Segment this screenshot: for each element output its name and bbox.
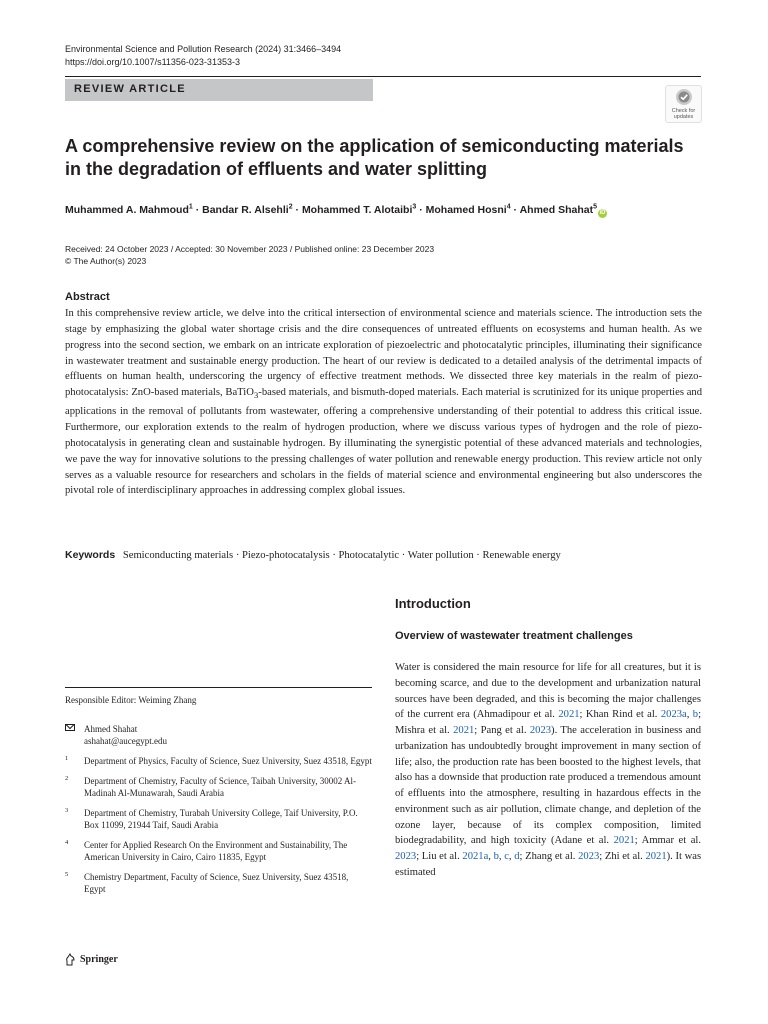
affiliation-number: 3 [65,807,69,814]
citation-link[interactable]: 2023 [529,725,552,736]
paragraph-text: ; Ammar et al. [634,835,701,847]
keywords-text: Semiconducting materials · Piezo-photocatalysis · Photocatalytic · Water pollution · Renewable energy [122,550,561,561]
envelope-icon [65,724,75,731]
paragraph-text: ). It was estimated [395,851,702,878]
affiliation-mark: 1 [188,203,193,211]
affiliation-mark: 2 [288,203,293,211]
citation-link[interactable]: b [493,851,499,862]
affiliation-text: Chemistry Department, Faculty of Science, Suez University, Suez 43518, Egypt [84,872,349,894]
copyright-line: © The Author(s) 2023 [65,256,147,266]
keywords-label: Keywords [65,549,116,561]
author-name[interactable]: Mohammed T. Alotaibi [301,204,413,216]
affiliation-item [65,755,372,767]
corresponding-author: Ahmed Shahat [84,724,138,734]
article-title: A comprehensive review on the application of semiconducting materials in the degradation of effluents and water splitting [65,136,684,179]
affiliation-number: 4 [65,839,69,846]
author-list: Muhammed A. Mahmoud$^1$ · Bandar R. Alsehli$^2$ · Mohammed T. Alotaibi$^3$ · Mohamed Hosni$^4$ · Ahmed Shahat$^5$iD [65,203,606,216]
paragraph-text: ; Liu et al. [416,851,463,862]
article-type-label: REVIEW ARTICLE [74,83,186,95]
citation-link[interactable]: c [504,851,509,862]
affiliation-text: Department of Chemistry, Faculty of Science, Taibah University, 30002 Al-Madinah Al-Munawarah, Saudi Arabia [84,776,356,798]
abstract-heading: Abstract [65,291,110,303]
springer-horse-icon [65,953,76,966]
author-name[interactable]: Bandar R. Alsehli [202,204,289,216]
check-for-updates-icon [675,88,693,106]
responsible-editor: Responsible Editor: Weiming Zhang [65,695,197,705]
paragraph-text: ). The acceleration in business and urbanization has undoubtedly brought improvement in many section of life; also, the production rate has been boosted to the highest levels, that also has a downside that production rate produced a tremendous amount of effluents into the atmosphere, resulting in hazardous effects in the environment such as air pollution, climate change, and depletion of the ozone layer, because of its complex composition, limited biodegradability, and high toxicity (Adane et al. [395,725,701,847]
affiliation-item [65,839,372,863]
affiliation-text: Center for Applied Research On the Environment and Sustainability, The American University in Cairo, Cairo 11835, Egypt [84,840,348,862]
section-heading-introduction: Introduction [395,596,471,611]
orcid-icon[interactable]: iD [599,210,606,216]
keywords [65,549,705,561]
check-for-updates-badge[interactable] [665,85,702,123]
paragraph-text: , [508,851,515,862]
affiliation-footnotes [65,723,372,903]
citation-link[interactable]: 2021a [462,851,489,862]
paragraph-text: Water is considered the main resource for life for all creatures, but it is becoming scarce, and due to the development and urbanization natural sources have been degraded, and this is becoming the major challenges of the current era (Ahmadipour et al. [395,662,701,721]
affiliation-number: 1 [65,755,69,762]
affiliation-mark: 5 [593,203,598,211]
header-rule [65,76,701,77]
affiliation-mark: 4 [506,203,511,211]
affiliation-text: Department of Chemistry, Turabah University College, Taif University, P.O. Box 11099, 21944 Taif, Saudi Arabia [84,808,358,830]
affiliation-item [65,871,372,895]
author-name[interactable]: Ahmed Shahat [519,204,594,216]
footnote-rule [65,687,372,688]
citation-link[interactable]: 2021 [613,835,635,847]
journal-citation: Environmental Science and Pollution Research (2024) 31:3466–3494 [65,44,342,54]
affiliation-number: 5 [65,871,69,878]
publication-dates [65,243,434,267]
paragraph-text: ; Zhi et al. [599,851,646,862]
paragraph-text: ; Khan Rind et al. [579,709,661,721]
affiliation-item [65,775,372,799]
citation-link[interactable]: 2023 [395,851,417,862]
affiliation-number: 2 [65,775,69,782]
affiliation-item [65,807,372,831]
affiliation-text: Department of Physics, Faculty of Science, Suez University, Suez 43518, Egypt [84,756,372,766]
citation-link[interactable]: 2023 [578,851,600,862]
correspondence-footnote [65,723,372,747]
subsection-heading: Overview of wastewater treatment challenges [395,630,633,642]
publisher-logo [65,953,118,966]
doi-link[interactable]: https://doi.org/10.1007/s11356-023-31353-3 [65,57,240,67]
paragraph-text: ; Pang et al. [474,725,530,736]
introduction-paragraph [395,660,701,881]
citation-link[interactable]: 2021 [645,851,667,862]
article-type-band [65,79,373,101]
author-name[interactable]: Mohamed Hosni [425,204,507,216]
author-name[interactable]: Muhammed A. Mahmoud [65,204,189,216]
paragraph-text: , [488,851,494,862]
paragraph-text: ; Zhang et al. [519,851,579,862]
citation-link[interactable]: 2023a [660,709,687,721]
check-for-updates-text: Check for updates [671,108,696,120]
journal-header [65,43,341,69]
citation-link[interactable]: b [692,709,699,721]
paragraph-text: , [498,851,505,862]
affiliation-mark: 3 [412,203,417,211]
citation-link[interactable]: 2021 [453,725,475,736]
publisher-name: Springer [80,954,118,965]
paragraph-text: , [686,709,693,721]
citation-link[interactable]: d [514,851,520,862]
paragraph-text: ; Mishra et al. [395,709,702,736]
corresponding-email[interactable]: ashahat@aucegypt.edu [84,736,168,746]
history-dates: Received: 24 October 2023 / Accepted: 30 November 2023 / Published online: 23 December 2023 [65,244,435,254]
abstract-body: In this comprehensive review article, we delve into the critical intersection of environmental science and materials science. The introduction sets the stage by emphasizing the global water shortage crisis and the dire consequences of untreated effluents on ecosystems and human health. As we progress into the second section, we embark on an intricate exploration of piezoelectric and photocatalytic principles, illuminating their significance in wastewater treatment and sustainable energy production. The heart of our review is dedicated to a detailed analysis of the detrimental impacts of effluents on human health, underscoring the urgency of effective treatment methods. We dissected three key materials in the realm of piezo-photocatalysis: ZnO-based materials, BaTiO$_3$-based materials, and bismuth-doped materials. Each material is scrutinized for its unique properties and applications in the removal of pollutants from wastewater, offering a comprehensive understanding of their potential to address this critical issue. Furthermore, our exploration extends to the realm of hydrogen production, where we discuss various types of hydrogen and the role of piezo-photocatalysis in generating clean and sustainable hydrogen. By illuminating the synergistic potential of these advanced materials and technologies, we pave the way for innovative solutions to the pressing challenges of water pollution and renewable energy production. This review article not only serves as a valuable resource for researchers and scholars in the fields of material science and environmental engineering but also underscores the pivotal role of interdisciplinary approaches in addressing complex global issues. [65,308,703,497]
citation-link[interactable]: 2021 [558,709,580,721]
